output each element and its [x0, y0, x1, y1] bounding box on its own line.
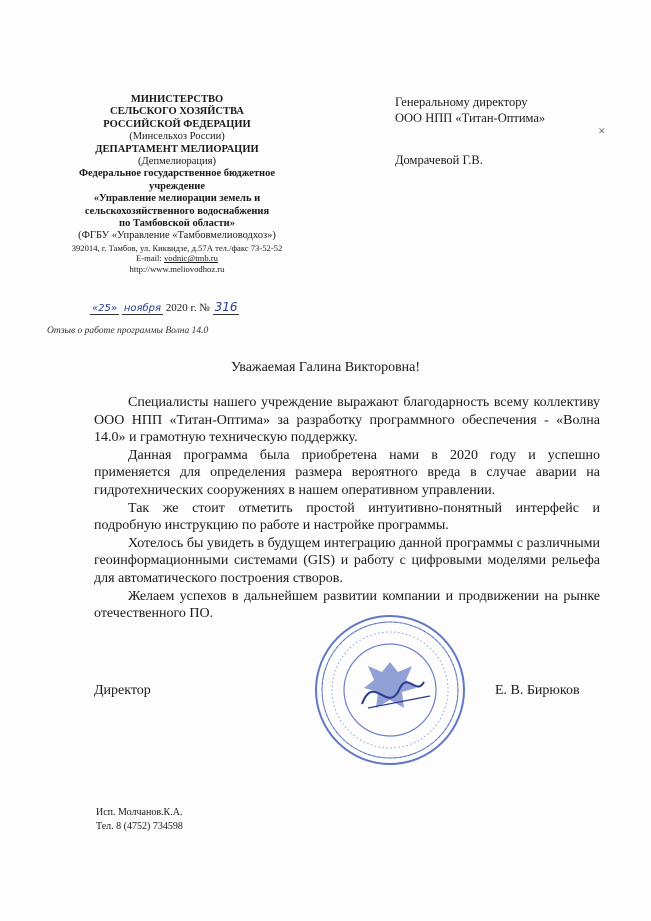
letterhead-line: (ФГБУ «Управление «Тамбовмелиоводхоз»)	[78, 230, 276, 242]
body-paragraph: Специалисты нашего учреждение выражают благодарность всему коллективу ООО НПП «Титан-Оптима» за разработку программного обеспечения - «Волна 14.0» и грамотную техническую поддержку.	[94, 395, 600, 446]
addressee-position: Генеральному директору	[395, 95, 528, 109]
letterhead-website[interactable]: http://www.meliovodhoz.ru	[129, 263, 225, 274]
body-paragraph: Так же стоит отметить простой интуитивно-понятный интерфейс и подробную инструкцию по работе и настройке программы.	[94, 500, 600, 534]
letterhead	[48, 94, 306, 274]
executor-info	[96, 806, 183, 834]
body-paragraph: Хотелось бы увидеть в будущем интеграцию данной программы с различными геоинформационными системами (GIS) и работу с цифровыми моделями рельефа для автоматического построения створов.	[94, 535, 600, 586]
executor-phone: Тел. 8 (4752) 734598	[96, 821, 183, 832]
letterhead-lines	[48, 94, 306, 253]
date-day: «25»	[92, 303, 118, 314]
addressee-organization: ООО НПП «Титан-Оптима»	[395, 111, 546, 125]
letterhead-email	[48, 253, 306, 264]
letterhead-line: ДЕПАРТАМЕНТ МЕЛИОРАЦИИ	[95, 143, 259, 155]
letterhead-line: по Тамбовской области»	[119, 218, 235, 230]
letterhead-line: 392014, г. Тамбов, ул. Киквидзе, д.57А тел./факс 73-52-52	[71, 242, 283, 253]
official-seal-icon	[312, 612, 468, 768]
body-paragraph: Данная программа была приобретена нами в 2020 году и успешно применяется для определения размера вероятного вреда в случае аварии на гидротехнических сооружениях в нашем оперативном управлении.	[94, 447, 600, 498]
letter-body	[94, 394, 600, 623]
letter-subject: Отзыв о работе программы Волна 14.0	[47, 326, 209, 336]
signature-title: Директор	[94, 683, 151, 698]
letterhead-line: учреждение	[148, 180, 206, 192]
email-label: E-mail:	[136, 253, 164, 264]
letterhead-line: сельскохозяйственного водоснабжения	[84, 205, 270, 217]
letterhead-line: МИНИСТЕРСТВО	[130, 94, 224, 105]
letterhead-line: (Депмелиорация)	[138, 156, 216, 168]
signature-name: Е. В. Бирюков	[495, 683, 580, 698]
letterhead-line: СЕЛЬСКОГО ХОЗЯЙСТВА	[110, 106, 244, 118]
email-link[interactable]: vodnic@tmb.ru	[163, 253, 218, 264]
letterhead-line: «Управление мелиорации земель и	[93, 193, 261, 205]
executor-name: Исп. Молчанов.К.А.	[96, 807, 183, 818]
letterhead-line: РОССИЙСКОЙ ФЕДЕРАЦИИ	[103, 118, 251, 130]
corner-mark: ✕	[598, 126, 606, 136]
letterhead-line: (Минсельхоз России)	[129, 131, 225, 143]
date-year: 2020 г. №	[163, 302, 213, 314]
addressee	[395, 94, 615, 168]
body-paragraph: Желаем успехов в дальнейшем развитии компании и продвижении на рынке отечественного ПО.	[94, 588, 600, 622]
letterhead-line: Федеральное государственное бюджетное	[78, 168, 275, 180]
document-number: 316	[214, 300, 238, 314]
addressee-name: Домрачевой Г.В.	[395, 153, 483, 167]
date-number-line	[90, 300, 260, 315]
date-month: ноября	[123, 303, 162, 314]
salutation: Уважаемая Галина Викторовна!	[230, 360, 421, 375]
